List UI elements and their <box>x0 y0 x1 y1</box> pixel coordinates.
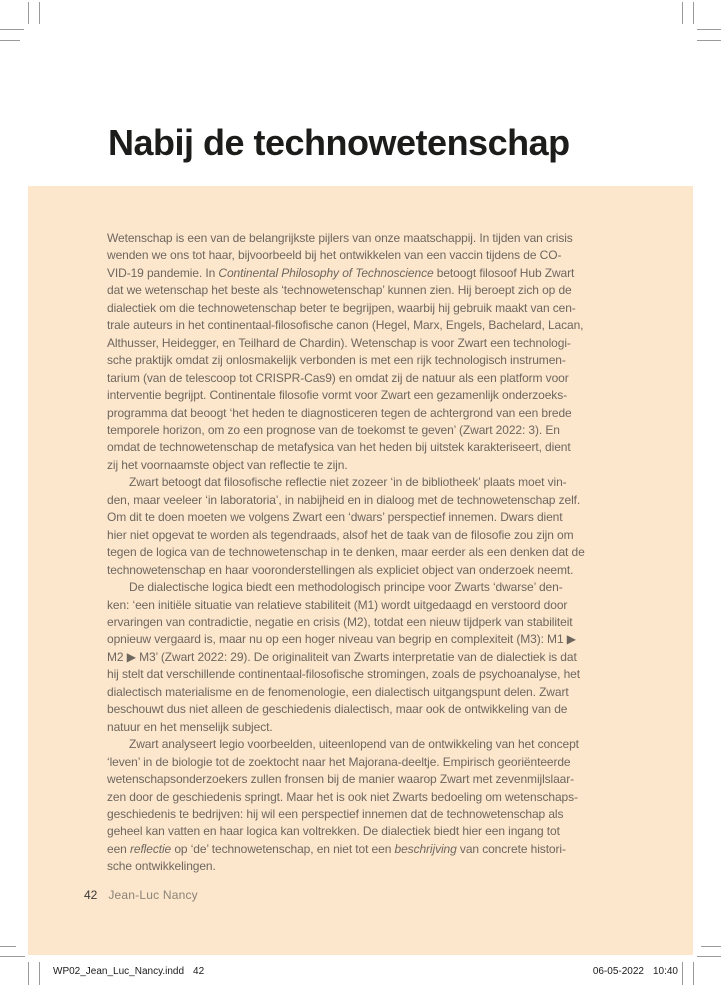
slug-date: 06-05-2022 <box>592 966 644 977</box>
running-author: Jean-Luc Nancy <box>108 888 198 902</box>
text-line: tarium (van de telescoop tot CRISPR-Cas9) en omdat zij de natuur als een platform voor <box>107 370 569 385</box>
text-line: zij het voornaamste object van reflectie te zijn. <box>107 457 348 472</box>
crop-mark <box>693 2 694 24</box>
slug-left <box>53 966 204 977</box>
text-line: beschouwt dus niet alleen de geschiedenis dialectisch, maar ook de ontwikkeling van de <box>107 702 568 717</box>
paragraph <box>107 474 619 579</box>
crop-mark <box>701 946 721 947</box>
text-line: programma dat beoogt ‘het heden te diagnosticeren tegen de achtergrond van een brede <box>107 405 572 420</box>
crop-mark <box>28 2 29 24</box>
text-line: een reflectie op ‘de’ technowetenschap, en niet tot een beschrijving van concrete histori- <box>107 841 566 856</box>
text-line: VID-19 pandemie. In Continental Philosophy of Technoscience betoogt filosoof Hub Zwart <box>107 265 575 280</box>
text-line: M2 ▶ M3’ (Zwart 2022: 29). De originaliteit van Zwarts interpretatie van de dialectiek is dat <box>107 649 577 664</box>
text-line: Wetenschap is een van de belangrijkste pijlers van onze maatschappij. In tijden van crisis <box>107 231 573 245</box>
paragraph <box>107 230 619 474</box>
text-line: trale auteurs in het continentaal-filosofische canon (Hegel, Marx, Engels, Bachelard, Lacan, <box>107 318 584 333</box>
content-panel <box>28 186 693 955</box>
body-text <box>107 230 619 876</box>
text-line: geheel kan vatten en haar logica kan voltrekken. De dialectiek biedt hier een ingang tot <box>107 824 560 839</box>
slug-time: 10:40 <box>652 966 678 977</box>
text-line: hier niet opgevat te worden als tegendraads, alsof het de taak van de filosofie zou zijn om <box>107 527 574 542</box>
page-footer <box>84 887 198 903</box>
text-line: tegen de logica van de technowetenschap in te denken, maar eerder als een denken dat de <box>107 545 585 560</box>
crop-mark <box>0 29 24 30</box>
text-line: Zwart analyseert legio voorbeelden, uiteenlopend van de ontwikkeling van het concept <box>129 737 579 752</box>
text-line: ‘leven’ in de biologie tot de zoektocht naar het Majorana-deeltje. Empirisch georiënteerde <box>107 754 571 769</box>
text-line: omdat de technowetenschap de metafysica van het heden bij uitstek karakteriseert, dient <box>107 440 571 455</box>
text-line: dialectiek om die technowetenschap beter te begrijpen, waarbij hij gebruik maakt van cen- <box>107 300 576 315</box>
text-line: sche praktijk omdat zij onlosmakelijk verbonden is met een rijk technologisch instrumen- <box>107 353 566 368</box>
page-number: 42 <box>84 888 98 902</box>
text-line: den, maar veeleer ‘in laboratoria’, in nabijheid en in dialoog met de technowetenschap zelf. <box>107 492 581 507</box>
text-line: natuur en het menselijk subject. <box>107 719 273 734</box>
text-line: dialectisch materialisme en de fenomenologie, een dialectisch uitgangspunt delen. Zwart <box>107 684 569 699</box>
text-line: zen door de geschiedenis springt. Maar het is ook niet Zwarts bedoeling om wetenschaps- <box>107 789 578 804</box>
text-line: De dialectische logica biedt een methodologisch principe voor Zwarts ‘dwarse’ den- <box>129 580 563 595</box>
text-line: wetenschapsonderzoekers zullen fronsen bij de manier waarop Zwart met zevenmijlslaar- <box>107 772 575 787</box>
crop-mark <box>0 40 20 41</box>
crop-mark <box>697 40 721 41</box>
text-line: technowetenschap en haar vooronderstellingen als expliciet object van onderzoek neemt. <box>107 562 574 577</box>
page-title: Nabij de technowetenschap <box>108 122 570 163</box>
text-line: wenden we ons tot haar, bijvoorbeeld bij het ontwikkelen van een vaccin tijdens de CO- <box>107 248 562 263</box>
print-slug-line <box>0 966 721 980</box>
text-line: Om dit te doen moeten we volgens Zwart een ‘dwars’ perspectief innemen. Dwars dient <box>107 510 563 525</box>
text-line: interventie begrijpt. Continentale filosofie vormt voor Zwart een gezamenlijk onderzoeks- <box>107 388 567 403</box>
text-line: ervaringen van contradictie, negatie en crisis (M2), totdat een nieuw tijdperk van stabiliteit <box>107 614 573 629</box>
crop-mark <box>0 946 16 947</box>
crop-mark <box>0 956 25 957</box>
text-line: dat we wetenschap het beste als ‘technowetenschap’ kunnen zien. Hij beroept zich op de <box>107 283 572 298</box>
slug-filename: WP02_Jean_Luc_Nancy.indd <box>53 966 185 977</box>
text-line: temporele horizon, om zo een prognose van de toekomst te geven’ (Zwart 2022: 3). En <box>107 422 560 437</box>
text-line: Zwart betoogt dat filosofische reflectie niet zozeer ‘in de bibliotheek’ plaats moet vin- <box>129 475 567 490</box>
paragraph <box>107 736 619 876</box>
crop-mark <box>697 956 721 957</box>
crop-mark <box>39 2 40 24</box>
text-line: ken: ‘een initiële situatie van relatieve stabiliteit (M1) wordt uitgedaagd en verstoord door <box>107 597 568 612</box>
paragraph <box>107 579 619 736</box>
crop-mark <box>682 2 683 24</box>
text-line: hij stelt dat verschillende continentaal-filosofische stromingen, zoals de psychoanalyse, het <box>107 667 580 682</box>
text-line: opnieuw vergaard is, maar nu op een hoger niveau van begrip en complexiteit (M3): M1 ▶ <box>107 632 576 647</box>
slug-page-number: 42 <box>193 966 205 977</box>
text-line: geschiedenis te bedrijven: hij wil een perspectief innemen dat de technowetenschap als <box>107 806 564 821</box>
slug-right <box>593 966 678 977</box>
text-line: sche ontwikkelingen. <box>107 859 216 874</box>
text-line: Althusser, Heidegger, en Teilhard de Chardin). Wetenschap is voor Zwart een technologi- <box>107 335 571 350</box>
crop-mark <box>697 29 721 30</box>
